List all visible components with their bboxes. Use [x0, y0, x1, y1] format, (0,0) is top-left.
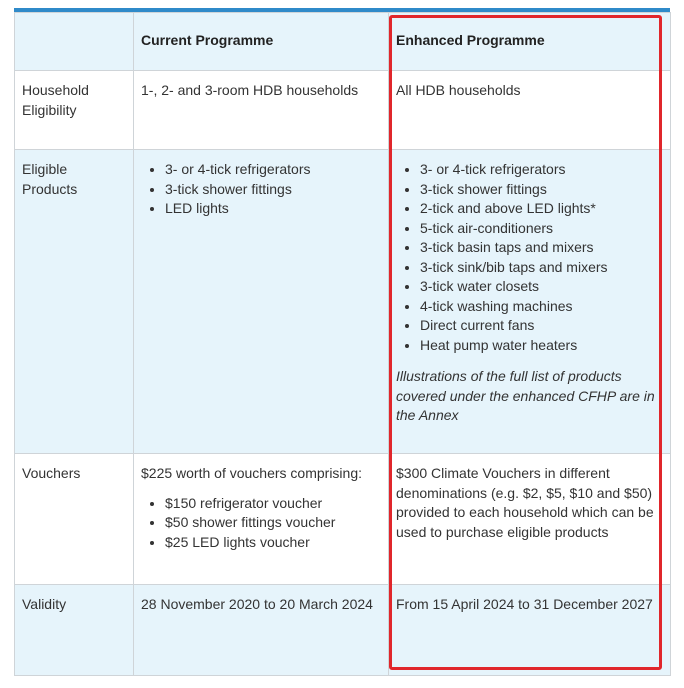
row-label-household-eligibility: Household Eligibility [15, 71, 134, 150]
list-item: • 5-tick air-conditioners [420, 219, 663, 239]
list-item: • 3- or 4-tick refrigerators [420, 160, 663, 180]
validity-enhanced: From 15 April 2024 to 31 December 2027 [389, 585, 671, 676]
table-row-household-eligibility [15, 71, 671, 150]
list-item: • 3-tick sink/bib taps and mixers [420, 258, 663, 278]
products-current-cell [134, 150, 389, 454]
household-enhanced: All HDB households [389, 71, 671, 150]
products-enhanced-cell [389, 150, 671, 454]
household-current: 1-, 2- and 3-room HDB households [134, 71, 389, 150]
programme-comparison-table [14, 12, 671, 676]
list-item: • 3-tick basin taps and mixers [420, 238, 663, 258]
header-current-programme: Current Programme [134, 13, 389, 71]
row-label-vouchers: Vouchers [15, 454, 134, 585]
table-header-row [15, 13, 671, 71]
list-item: • 2-tick and above LED lights* [420, 199, 663, 219]
vouchers-current-list [141, 494, 381, 553]
table-row-vouchers [15, 454, 671, 585]
validity-current: 28 November 2020 to 20 March 2024 [134, 585, 389, 676]
annex-note: Illustrations of the full list of products covered under the enhanced CFHP are in the Annex [396, 368, 655, 423]
table-row-eligible-products [15, 150, 671, 454]
list-item: • $25 LED lights voucher [165, 533, 381, 553]
list-item: • LED lights [165, 199, 381, 219]
vouchers-current-cell [134, 454, 389, 585]
header-enhanced-programme: Enhanced Programme [389, 13, 671, 71]
list-item: • 3-tick water closets [420, 277, 663, 297]
table-row-validity [15, 585, 671, 676]
list-item: • Heat pump water heaters [420, 336, 663, 356]
row-label-validity: Validity [15, 585, 134, 676]
list-item: • 3-tick shower fittings [165, 180, 381, 200]
list-item: • $150 refrigerator voucher [165, 494, 381, 514]
list-item: • 3-tick shower fittings [420, 180, 663, 200]
products-current-list [141, 160, 381, 219]
list-item: • Direct current fans [420, 316, 663, 336]
list-item: • $50 shower fittings voucher [165, 513, 381, 533]
products-enhanced-list [396, 160, 663, 355]
list-item: • 3- or 4-tick refrigerators [165, 160, 381, 180]
header-blank [15, 13, 134, 71]
vouchers-current-intro: $225 worth of vouchers comprising: [141, 465, 362, 481]
row-label-eligible-products: Eligible Products [15, 150, 134, 454]
list-item: • 4-tick washing machines [420, 297, 663, 317]
vouchers-enhanced: $300 Climate Vouchers in different denominations (e.g. $2, $5, $10 and $50) provided to each household which can be used to purchase eligible products [389, 454, 671, 585]
